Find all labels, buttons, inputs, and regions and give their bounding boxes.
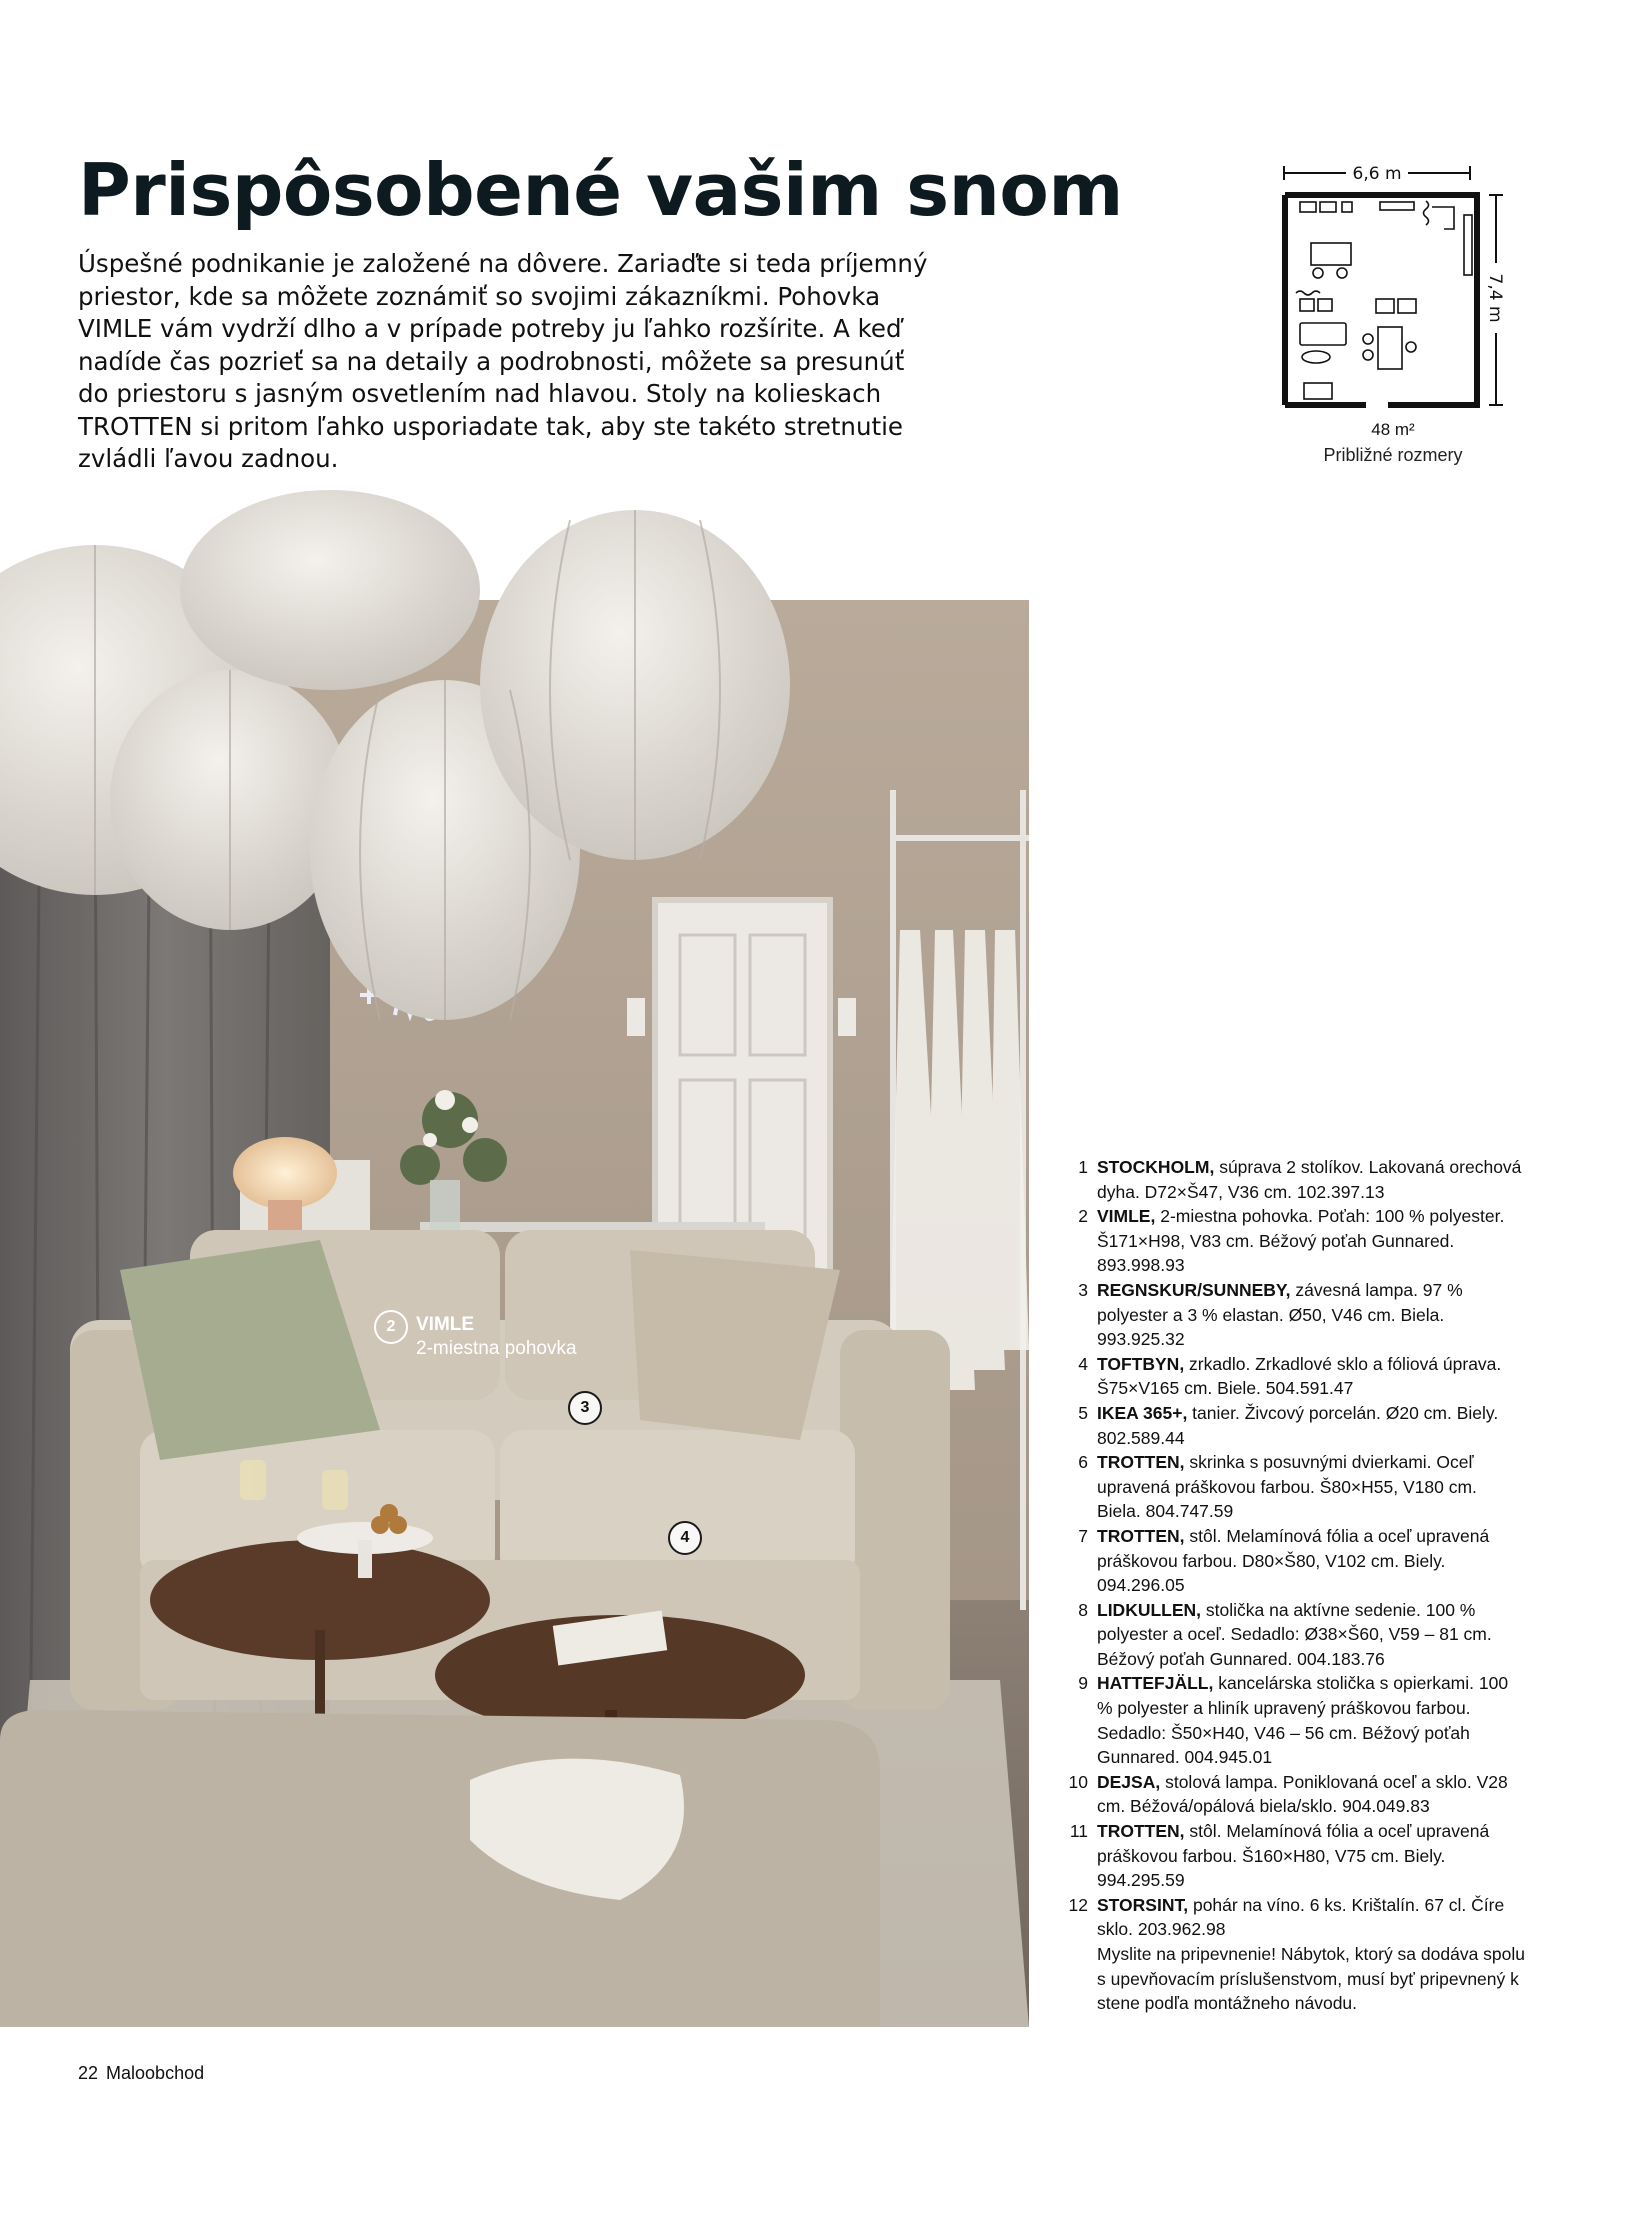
item-description: stôl. Melamínová fólia a oceľ upravená práškovou farbou. D80×Š80, V102 cm. Biely. 094.296.05: [1097, 1525, 1490, 1596]
item-description: súprava 2 stolíkov. Lakovaná orechová dyha. D72×Š47, V36 cm. 102.397.13: [1097, 1157, 1522, 1202]
item-name: TROTTEN,: [1097, 1525, 1185, 1546]
item-name: LIDKULLEN,: [1097, 1599, 1202, 1620]
floor-plan-caption: Približné rozmery: [1323, 445, 1463, 465]
product-list-item: [1062, 1204, 1522, 1278]
item-description: stôl. Melamínová fólia a oceľ upravená práškovou farbou. Š160×H80, V75 cm. Biely. 994.295.59: [1097, 1821, 1490, 1891]
product-list-item: [1062, 1770, 1522, 1819]
floor-plan-area: 48 m²: [1371, 420, 1415, 439]
callout-name: VIMLE: [416, 1314, 475, 1335]
item-number: 9: [1078, 1673, 1088, 1694]
item-number: 4: [1078, 1353, 1088, 1374]
item-description: kancelárska stolička s opierkami. 100 % polyester a hliník upravený práškovou farbou. Sedadlo: Š50×H40, V46 – 56 cm. Béžový poťah Gunnared. 004.945.01: [1097, 1673, 1509, 1768]
page-title: Prispôsobené vašim snom: [78, 148, 1123, 232]
floor-plan-width-label: 6,6 m: [1352, 164, 1402, 184]
item-number: 11: [1069, 1821, 1088, 1842]
item-number: 1: [1078, 1157, 1088, 1177]
item-description: stolová lampa. Poniklovaná oceľ a sklo. V28 cm. Béžová/opálová biela/sklo. 904.049.83: [1097, 1771, 1508, 1817]
photo-marker-3: 3: [568, 1391, 602, 1425]
product-list-item: [1062, 1450, 1522, 1524]
item-name: IKEA 365+,: [1097, 1402, 1188, 1423]
item-name: TOFTBYN,: [1097, 1353, 1185, 1374]
product-list-item: [1062, 1155, 1522, 1204]
floor-plan: [1278, 155, 1538, 475]
item-description: závesná lampa. 97 % polyester a 3 % elastan. Ø50, V46 cm. Biela. 993.925.32: [1097, 1279, 1463, 1350]
item-number: 6: [1078, 1452, 1088, 1473]
item-number: 5: [1078, 1402, 1088, 1423]
item-name: TROTTEN,: [1097, 1452, 1185, 1473]
product-list-item: [1062, 1819, 1522, 1893]
photo-marker-1: 1: [182, 2193, 216, 2227]
item-name: TROTTEN,: [1097, 1821, 1185, 1842]
item-number: 3: [1078, 1279, 1088, 1300]
item-number: 8: [1078, 1599, 1088, 1620]
product-list-item: [1062, 1278, 1522, 1352]
item-description: 2-miestna pohovka. Poťah: 100 % polyester. Š171×H98, V83 cm. Béžový poťah Gunnared. 893.998.93: [1097, 1206, 1505, 1276]
item-description: skrinka s posuvnými dvierkami. Oceľ upravená práškovou farbou. Š80×H55, V180 cm. Biela. 804.747.59: [1097, 1452, 1477, 1522]
section-name: Maloobchod: [106, 2063, 205, 2083]
product-list-item: [1062, 1401, 1522, 1450]
product-callout-vimle: [416, 1313, 577, 1361]
item-name: VIMLE,: [1097, 1206, 1156, 1227]
photo-marker-4: 4: [668, 1521, 702, 1555]
item-number: 12: [1068, 1894, 1088, 1915]
item-name: REGNSKUR/SUNNEBY,: [1097, 1279, 1291, 1300]
callout-description: 2-miestna pohovka: [416, 1338, 577, 1359]
item-number: 10: [1068, 1771, 1088, 1792]
item-description: pohár na víno. 6 ks. Krištalín. 67 cl. Číre sklo. 203.962.98: [1097, 1894, 1505, 1940]
item-number: 7: [1078, 1525, 1088, 1546]
product-list-item: [1062, 1524, 1522, 1598]
item-description: stolička na aktívne sedenie. 100 % polyester a oceľ. Sedadlo: Ø38×Š60, V59 – 81 cm. Béžový poťah Gunnared. 004.183.76: [1097, 1599, 1492, 1669]
product-list-item: [1062, 1671, 1522, 1769]
floor-plan-drawing: [1278, 155, 1538, 420]
item-description: tanier. Živcový porcelán. Ø20 cm. Biely. 802.589.44: [1097, 1402, 1499, 1448]
item-name: DEJSA,: [1097, 1771, 1161, 1792]
page-number: 22: [78, 2063, 99, 2083]
item-number: 2: [1078, 1206, 1088, 1227]
page-footer: [78, 2063, 212, 2084]
item-name: HATTEFJÄLL,: [1097, 1673, 1214, 1694]
callout-marker: 2: [374, 1310, 408, 1344]
intro-paragraph: Úspešné podnikanie je založené na dôvere. Zariaďte si teda príjemný priestor, kde sa môžete zoznámiť so svojimi zákazníkmi. Pohovka VIMLE vám vydrží dlho a v prípade potreby ju ľahko rozšírite. A keď nadíde čas pozrieť sa na detaily a podrobnosti, môžete sa presunúť do priestoru s jasným osvetlením nad hlavou. Stoly na kolieskach TROTTEN si pritom ľahko usporiadate tak, aby ste takéto stretnutie zvládli ľavou zadnou.: [78, 249, 928, 473]
item-name: STORSINT,: [1097, 1894, 1189, 1915]
mounting-note: Myslite na pripevnenie! Nábytok, ktorý sa dodáva spolu s upevňovacím príslušenstvom, musí byť pripevnený k stene podľa montážneho návodu.: [1097, 1944, 1526, 2014]
floor-plan-height-label: 7,4 m: [1485, 273, 1505, 323]
item-name: STOCKHOLM,: [1097, 1157, 1215, 1177]
product-list-item: [1062, 1893, 1522, 1942]
product-list-item: [1062, 1352, 1522, 1401]
product-list: [1062, 1155, 1522, 1942]
product-list-item: [1062, 1598, 1522, 1672]
item-description: zrkadlo. Zrkadlové sklo a fóliová úprava. Š75×V165 cm. Biele. 504.591.47: [1097, 1353, 1502, 1399]
